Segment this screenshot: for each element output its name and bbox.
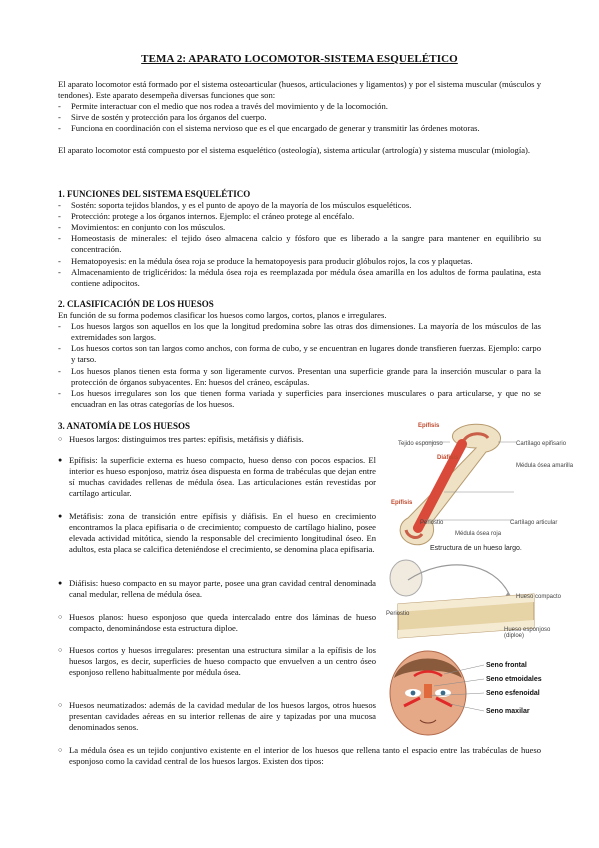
list-item: - Almacenamiento de triglicéridos: la médula ósea roja es reemplazada por médula ósea amarilla en los adultos de forma paulatina, esta contiene adipocitos. [58, 266, 541, 288]
list-item: - Sostén: soporta tejidos blandos, y es el punto de apoyo de la mayoría de los músculos esqueléticos. [58, 200, 412, 211]
section-heading: 1. FUNCIONES DEL SISTEMA ESQUELÉTICO [58, 189, 251, 199]
bullet-item: ○ Huesos neumatizados: además de la cavidad medular de los huesos largos, otros huesos presentan cavidades aéreas en su interior rellenas de aire y tapizadas por una mucosa denominados senos. [58, 700, 376, 733]
bone-label: Médula ósea amarilla [516, 463, 574, 469]
section-heading: 3. ANATOMÍA DE LOS HUESOS [58, 421, 190, 431]
list-item: - Homeostasis de minerales: el tejido óseo almacena calcio y fósforo que es liberado a la sangre para mantener en equilibrio su concentración. [58, 233, 541, 255]
intro-paragraph-2: El aparato locomotor está compuesto por el sistema esquelético (osteología), sistema articular (artrología) y sistema muscular (miología). [58, 145, 531, 156]
bone-label: Cartílago articular [510, 520, 558, 526]
list-item: - Los huesos planos tienen esta forma y son ligeramente curvos. Presentan una superficie grande para la inserción muscular o para la protección de órganos subyacentes. En: huesos del cráneo, escápulas. [58, 365, 541, 387]
section-funciones [58, 189, 541, 289]
intro-section [58, 79, 541, 157]
bone-label: Diáfisis [437, 455, 459, 461]
list-item: - Protección: protege a los órganos internos. Ejemplo: el cráneo protege al encéfalo. [58, 211, 355, 222]
bone-label: Periostio [420, 520, 444, 526]
intro-item: - Funciona en coordinación con el sistema nervioso que es el que encargado de generar y transmitir las órdenes motoras. [58, 123, 480, 134]
bone-label: Epífisis [418, 423, 440, 429]
bullet-item: ● Diáfisis: hueso compacto en su mayor parte, posee una gran cavidad central denominada canal medular, rellena de médula ósea. [58, 578, 376, 600]
section-heading: 2. CLASIFICACIÓN DE LOS HUESOS [58, 299, 214, 309]
bone-label: Cartílago epifisario [516, 441, 567, 447]
bullet-item: ○ Huesos largos: distinguimos tres partes: epífisis, metáfisis y diáfisis. [58, 434, 304, 444]
list-item: - Los huesos cortos son tan largos como anchos, con forma de cubo, y se encuentran en lugares donde transfieren fuerzas. Ejemplo: carpo y tarso. [58, 343, 541, 365]
intro-item: - Permite interactuar con el medio que nos rodea a través del movimiento y de la locomoción. [58, 101, 388, 112]
bullet-item: ○ Huesos cortos y huesos irregulares: presentan una estructura similar a la epífisis de los huesos largos, es decir, superficies de hueso compacto que envuelven a un centro óseo esponjoso relleno habitualmente por médula ósea. [58, 645, 376, 678]
bone-label: Tejido esponjoso [398, 441, 443, 447]
page-title: TEMA 2: APARATO LOCOMOTOR-SISTEMA ESQUELÉTICO [141, 53, 458, 65]
bone-label: Epífisis [391, 500, 413, 506]
sinus-label: Seno frontal [486, 662, 527, 669]
list-item: - Hematopoyesis: en la médula ósea roja se produce la hematopoyesis para producir glóbulos rojos, la cos y plaquetas. [58, 255, 473, 266]
bone-caption: Estructura de un hueso largo. [430, 545, 522, 552]
list-item: - Movimientos: en conjunto con los músculos. [58, 222, 226, 233]
flat-label: Hueso compacto [516, 594, 562, 600]
sinus-label: Seno esfenoidal [486, 690, 540, 697]
sinus-label: Seno maxilar [486, 708, 530, 715]
section-intro: En función de su forma podemos clasificar los huesos como largos, cortos, planos e irregulares. [58, 310, 387, 321]
flat-label: Periostio [386, 611, 410, 617]
bullet-item: ○ Huesos planos: hueso esponjoso que queda intercalado entre dos láminas de hueso compacto, denominándose esta estructura diploe. [58, 612, 376, 634]
intro-paragraph: El aparato locomotor está formado por el sistema osteoarticular (huesos, articulaciones y ligamentos) y por el sistema muscular (músculos y tendones). Este aparato desempeña diversas funciones que son: [58, 79, 541, 101]
sinus-label: Seno etmoidales [486, 676, 542, 683]
bone-label: Médula ósea roja [455, 531, 502, 537]
bullet-item: ● Metáfisis: zona de transición entre epífisis y diáfisis. En el hueso en crecimiento encontramos la placa epifisaria o de crecimiento; compuesto de cartílago hialino, posee elevada actividad mitótica, siendo la responsable del crecimiento longitudinal óseo. En adultos, esta placa se calcifica deteniéndose el crecimiento, se denomina placa epifisaria. [58, 511, 376, 555]
intro-item: - Sirve de sostén y protección para los órganos del cuerpo. [58, 112, 267, 123]
bullet-item: ● Epífisis: la superficie externa es hueso compacto, hueso denso con pocos espacios. El interior es hueso esponjoso, matriz ósea dispuesta en forma de trabéculas que dejan entre sí muchas cavidades rellenas de médula ósea. Las articulaciones están revestidas por cartílago articular. [58, 455, 376, 499]
list-item: - Los huesos irregulares son los que tienen forma variada y superficies para inserciones musculares o para articularse, y que no se encuadran en las otras categorías de los huesos. [58, 387, 541, 409]
section-clasificacion [58, 299, 541, 410]
bullet-item: ○ La médula ósea es un tejido conjuntivo existente en el interior de los huesos que rellena tanto el espacio entre las trabéculas de hueso esponjoso como la cavidad central de los huesos largos. Existen dos tipos: [58, 745, 541, 767]
flat-label: Hueso esponjoso (diploe) [504, 627, 551, 639]
list-item: - Los huesos largos son aquellos en los que la longitud predomina sobre las otras dos dimensiones. La mayoría de los músculos de las extremidades son largos. [58, 321, 541, 343]
